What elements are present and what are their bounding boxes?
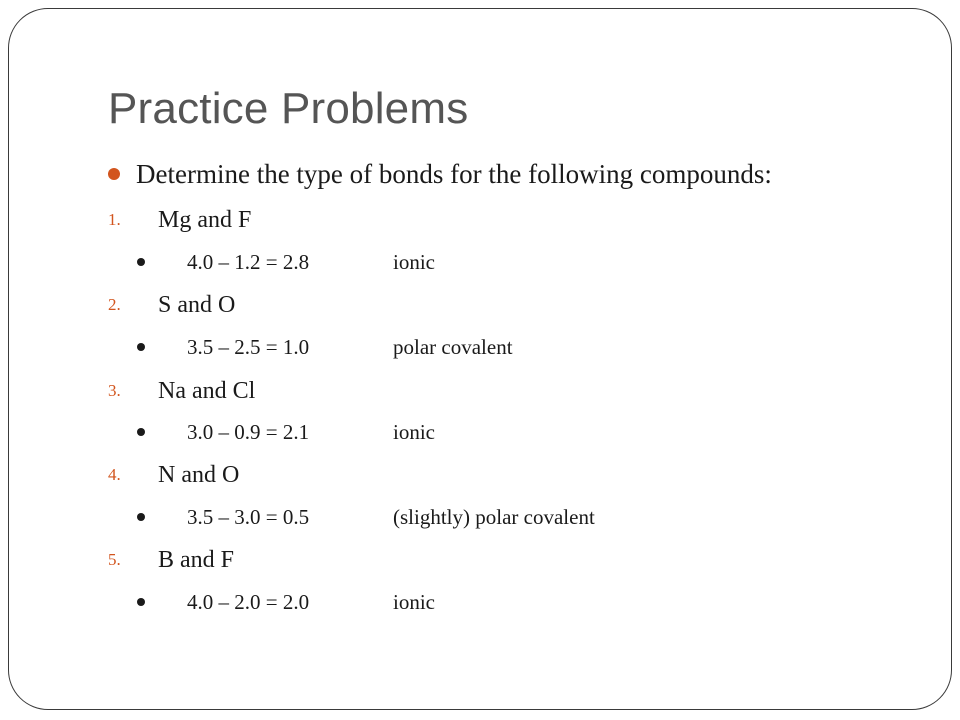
answer-calculation: 3.5 – 2.5 = 1.0	[187, 334, 310, 359]
sub-bullet-icon	[137, 343, 145, 351]
problem-number: 1.	[108, 210, 121, 229]
answer-calculation: 3.5 – 3.0 = 0.5	[187, 504, 310, 529]
problem-number: 2.	[108, 295, 121, 314]
intro-bullet	[108, 156, 772, 192]
problem-number: 4.	[108, 465, 121, 484]
intro-text: Determine the type of bonds for the following compounds:	[136, 158, 772, 189]
answer-bond-type: ionic	[393, 589, 435, 614]
problem-item	[108, 374, 255, 408]
answer-calculation: 4.0 – 1.2 = 2.8	[187, 249, 310, 274]
answer-item	[137, 502, 595, 532]
problem-item	[108, 543, 234, 577]
problem-compound: Mg and F	[158, 206, 252, 233]
slide-title: Practice Problems	[108, 84, 469, 133]
answer-bond-type: (slightly) polar covalent	[393, 504, 595, 529]
problem-item	[108, 458, 239, 492]
bullet-dot-icon	[108, 168, 120, 180]
answer-calculation: 3.0 – 0.9 = 2.1	[187, 419, 310, 444]
answer-item	[137, 417, 435, 447]
problem-compound: S and O	[158, 291, 236, 318]
answer-item	[137, 587, 435, 617]
answer-calculation: 4.0 – 2.0 = 2.0	[187, 589, 310, 614]
sub-bullet-icon	[137, 513, 145, 521]
answer-bond-type: ionic	[393, 419, 435, 444]
problem-compound: Na and Cl	[158, 377, 256, 404]
problem-number: 5.	[108, 550, 121, 569]
answer-item	[137, 332, 513, 362]
problem-compound: N and O	[158, 461, 240, 488]
sub-bullet-icon	[137, 258, 145, 266]
problem-item	[108, 288, 235, 322]
answer-bond-type: polar covalent	[393, 334, 513, 359]
problem-number: 3.	[108, 381, 121, 400]
problem-compound: B and F	[158, 546, 235, 573]
sub-bullet-icon	[137, 598, 145, 606]
answer-bond-type: ionic	[393, 249, 435, 274]
answer-item	[137, 247, 435, 277]
problem-item	[108, 203, 251, 237]
sub-bullet-icon	[137, 428, 145, 436]
